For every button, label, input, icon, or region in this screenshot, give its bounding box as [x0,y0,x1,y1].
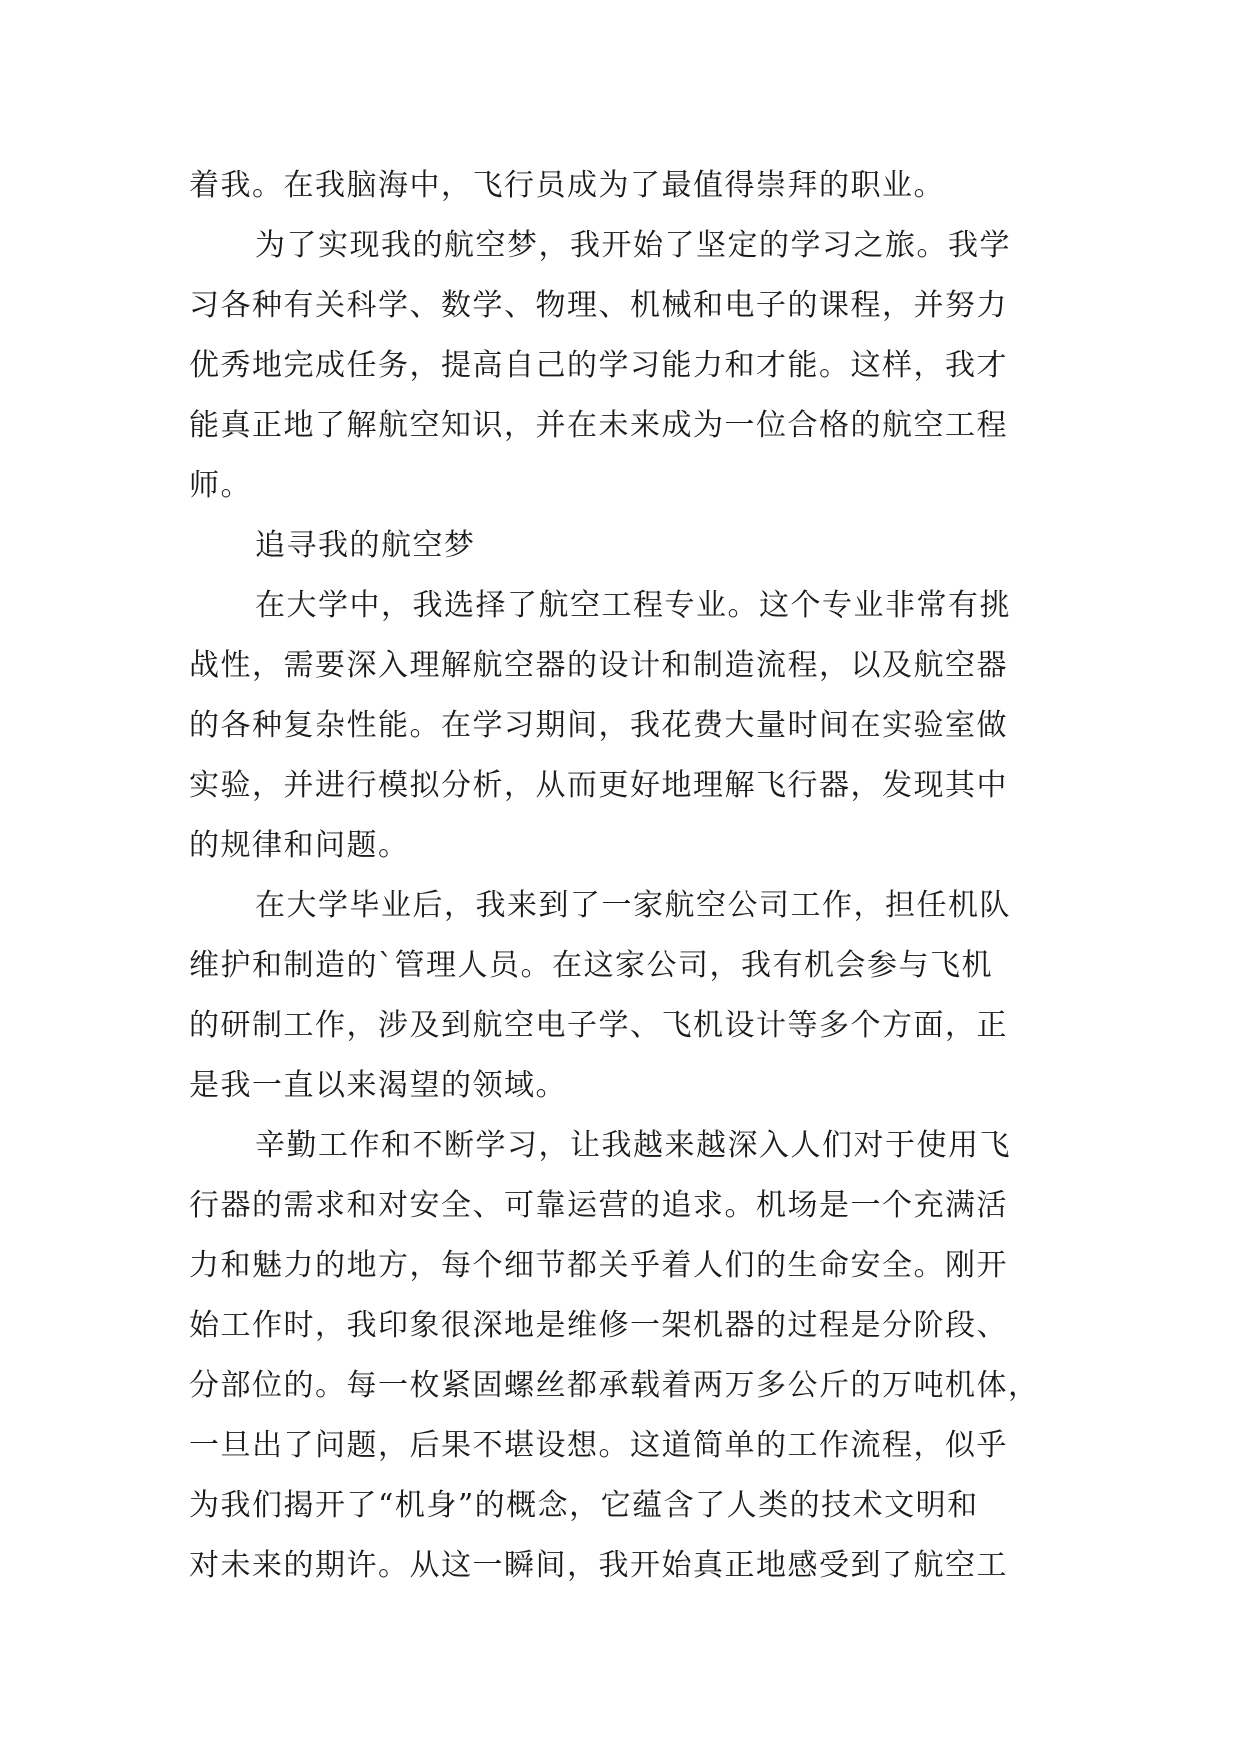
text-line: 为我们揭开了“机身”的概念，它蕴含了人类的技术文明和 [189,1488,979,1523]
text-line: 实验，并进行模拟分析，从而更好地理解飞行器，发现其中 [189,768,1008,803]
paragraph-start-line: 在大学毕业后，我来到了一家航空公司工作，担任机队 [255,888,1011,923]
text-line: 力和魅力的地方，每个细节都关乎着人们的生命安全。刚开 [189,1248,1008,1283]
text-line: 行器的需求和对安全、可靠运营的追求。机场是一个充满活 [189,1188,1008,1223]
text-line: 是我一直以来渴望的领域。 [189,1068,567,1103]
text-line: 能真正地了解航空知识，并在未来成为一位合格的航空工程 [189,408,1008,443]
text-line: 一旦出了问题，后果不堪设想。这道简单的工作流程，似乎 [189,1428,1008,1463]
text-line: 的各种复杂性能。在学习期间，我花费大量时间在实验室做 [189,708,1008,743]
paragraph-start-line: 辛勤工作和不断学习，让我越来越深入人们对于使用飞 [255,1128,1011,1163]
text-line: 习各种有关科学、数学、物理、机械和电子的课程，并努力 [189,288,1008,323]
text-line: 师。 [189,468,252,503]
text-line: 对未来的期许。从这一瞬间，我开始真正地感受到了航空工 [189,1548,1008,1583]
text-line: 着我。在我脑海中，飞行员成为了最值得崇拜的职业。 [189,168,945,203]
text-line: 优秀地完成任务，提高自己的学习能力和才能。这样，我才 [189,348,1008,383]
section-heading: 追寻我的航空梦 [255,528,476,563]
text-line: 始工作时，我印象很深地是维修一架机器的过程是分阶段、 [189,1308,1008,1343]
text-line: 战性，需要深入理解航空器的设计和制造流程，以及航空器 [189,648,1008,683]
text-line: 的研制工作，涉及到航空电子学、飞机设计等多个方面，正 [189,1008,1008,1043]
paragraph-start-line: 为了实现我的航空梦，我开始了坚定的学习之旅。我学 [255,228,1011,263]
document-body [189,156,1049,1596]
text-line: 的规律和问题。 [189,828,410,863]
text-line: 分部位的。每一枚紧固螺丝都承载着两万多公斤的万吨机体， [189,1368,1040,1403]
paragraph-start-line: 在大学中，我选择了航空工程专业。这个专业非常有挑 [255,588,1011,623]
text-line: 维护和制造的`管理人员。在这家公司，我有机会参与飞机 [189,948,993,983]
